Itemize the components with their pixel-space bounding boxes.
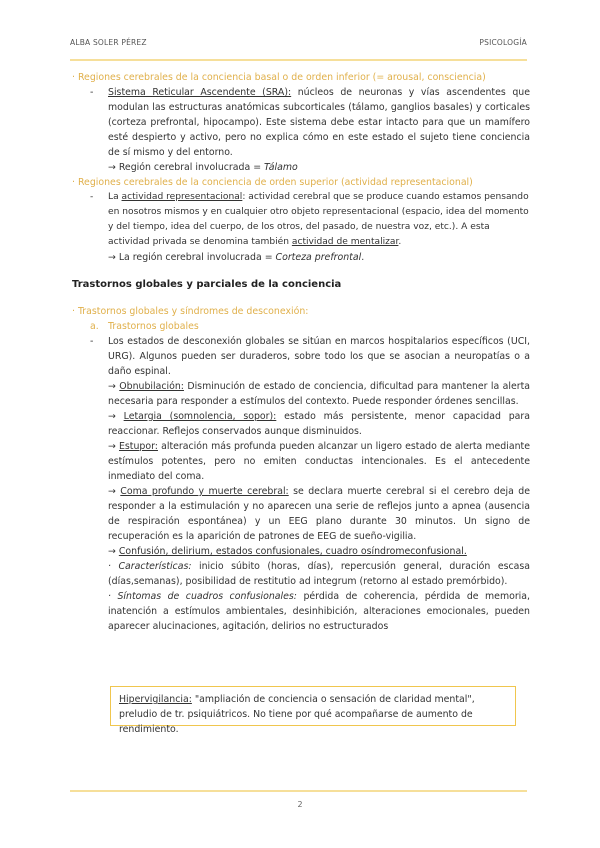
representacional-text: : actividad cerebral que se produce cuando estamos pensando en nosotros mismos y en cualquier otro objeto representacional (espacio, idea del momento y del tiempo, idea del cuerpo, de los otros, del pasado, de nuestra voz, etc.). A esta actividad privada se denomina también: [108, 192, 529, 247]
header-author: ALBA SOLER PÉREZ: [70, 38, 147, 47]
header-subject: PSICOLOGÍA: [479, 38, 527, 47]
region-talamo: Tálamo: [264, 162, 298, 173]
footer-rule: [70, 790, 527, 792]
region-prefrontal: Corteza prefrontal: [275, 252, 362, 263]
trastornos-title: · Trastornos globales y síndromes de desconexión:: [72, 306, 309, 317]
section-title-basal: · Regiones cerebrales de la conciencia basal o de orden inferior (= arousal, consciencia): [72, 72, 486, 83]
section-title-superior: · Regiones cerebrales de la conciencia de orden superior (actividad representacional): [72, 177, 473, 188]
page-header: [70, 38, 527, 58]
obnubilacion-text: Disminución de estado de conciencia, dificultad para mantener la alerta necesaria para responder a estímulos del contexto. Puede responder órdenes sencillas.: [108, 381, 530, 407]
item-confusion: [72, 544, 530, 559]
region-line-prefrontal: [72, 250, 530, 265]
page-number: 2: [297, 800, 303, 809]
term-letargia: Letargia (somnolencia, sopor):: [123, 411, 277, 422]
coma-text: se declara muerte cerebral si el cerebro deja de responder a la estimulación y no aparecen una serie de reflejos junto a apnea (ausencia de respiración espontánea) y un EEG plano durante 30 minutos. Un signo de recuperación es la aparición de patrones de EEG de sueño-vigilia.: [108, 486, 531, 542]
item-caracteristicas: [72, 559, 530, 589]
term-obnubilacion: Obnubilación:: [119, 381, 184, 392]
term-coma: Coma profundo y muerte cerebral:: [120, 486, 289, 497]
item-letargia: [72, 409, 530, 439]
term-sra: Sistema Reticular Ascendente (SRA):: [108, 87, 292, 98]
term-mentalizar: actividad de mentalizar: [291, 237, 399, 247]
item-sintomas: [72, 589, 530, 634]
label-sintomas: · Síntomas de cuadros confusionales:: [108, 591, 297, 602]
arrow-icon: →: [108, 411, 116, 422]
item-coma: [72, 484, 530, 544]
caracteristicas-text: inicio súbito (horas, días), repercusión general, duración escasa (días,semanas), posibilidad de restitutio ad integrum (retorno al estado premórbido).: [108, 561, 531, 587]
sintomas-text: pérdida de coherencia, pérdida de memoria, inatención a estímulos ambientales, desinhibición, alteraciones emocionales, pueden aparecer alucinaciones, agitación, delirios no estructurados: [108, 591, 530, 632]
arrow-icon: →: [108, 441, 116, 452]
sra-text: núcleos de neuronas y vías ascendentes que modulan las estructuras anatómicas subcorticales (tálamo, ganglios basales) y corticales (corteza prefrontal, hipocampo). Este sistema debe estar intacto para que un mamífero esté despierto y activo, pero no explica cómo en este estado el sujeto tiene conciencia de sí mismo y del entorno.: [108, 87, 530, 158]
list-item-representacional: [72, 190, 530, 250]
dash-bullet: -: [90, 192, 94, 202]
sublist-a: [72, 319, 530, 334]
text-end: .: [361, 252, 365, 263]
arrow-icon: →: [108, 486, 116, 497]
list-marker-a: a.: [90, 321, 99, 332]
header-rule: [70, 59, 527, 61]
item-obnubilacion: [72, 379, 530, 409]
arrow-icon: →: [108, 381, 116, 392]
region-prefix: → Región cerebral involucrada =: [108, 162, 265, 173]
estupor-text: alteración más profunda pueden alcanzar un ligero estado de alerta mediante estímulos potentes, pero no emiten conductas intencionales. Es el antecedente inmediato del coma.: [108, 441, 530, 482]
page-content: [72, 70, 530, 634]
note-box-hipervigilancia: [110, 686, 516, 735]
text-end: .: [398, 237, 402, 247]
region-prefix: → La región cerebral involucrada =: [108, 252, 276, 263]
intro-paragraph: [72, 334, 530, 379]
term-estupor: Estupor:: [119, 441, 158, 452]
dash-bullet: -: [90, 87, 94, 98]
text-prefix: La: [108, 192, 122, 202]
term-confusion: Confusión, delirium, estados confusionales, cuadro osíndromeconfusional.: [118, 546, 467, 557]
arrow-icon: →: [108, 546, 116, 557]
section-heading: Trastornos globales y parciales de la conciencia: [72, 279, 342, 290]
intro-text: Los estados de desconexión globales se sitúan en marcos hospitalarios específicos (UCI, URG). Algunos pueden ser duraderos, sobre todo los que se asocian a neuropatías o a daño espinal.: [108, 336, 530, 377]
term-actividad: actividad representacional: [121, 192, 243, 202]
trastornos-globales-label: Trastornos globales: [108, 321, 199, 332]
hipervigilancia-text: "ampliación de conciencia o sensación de claridad mental", preludio de tr. psiquiátricos. No tiene por qué acompañarse de aumento de rendimiento.: [119, 694, 475, 735]
dash-bullet: -: [90, 336, 94, 347]
region-line-talamo: [72, 160, 530, 175]
letargia-text: estado más persistente, menor capacidad para reaccionar. Reflejos conservados aunque disminuidos.: [108, 411, 531, 437]
label-caracteristicas: · Características:: [108, 561, 192, 572]
item-estupor: [72, 439, 530, 484]
term-hipervigilancia: Hipervigilancia:: [119, 694, 192, 705]
list-item-sra: [72, 85, 530, 160]
